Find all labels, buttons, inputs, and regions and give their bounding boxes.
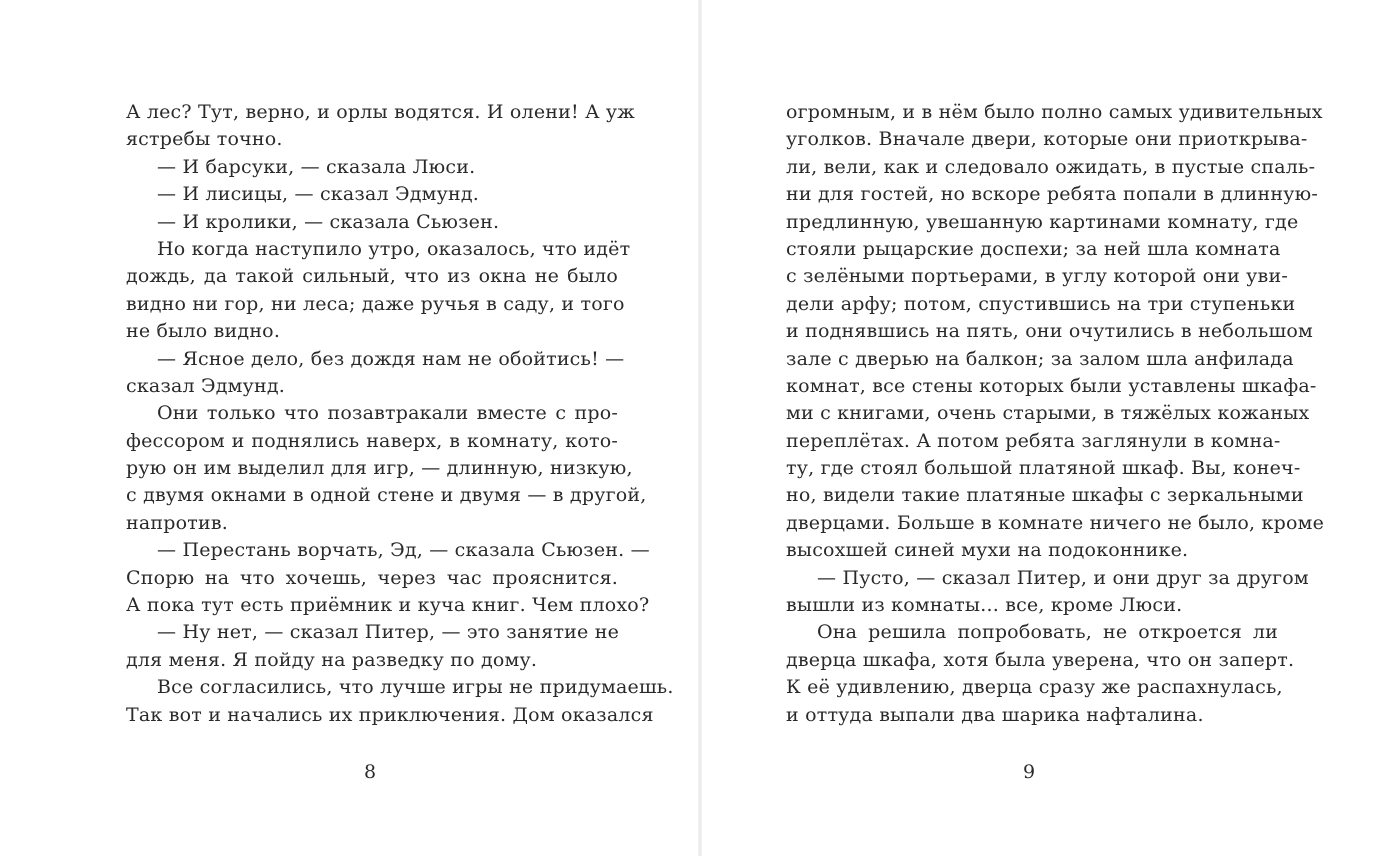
text-line: огромным, и в нём было полно самых удивительных (786, 101, 1323, 123)
text-line: К её удивлению, дверца сразу же распахнулась, (786, 676, 1283, 699)
text-line: — Ну нет, — сказал Питер, — это занятие не (157, 621, 620, 644)
text-line: дверца шкафа, хотя была уверена, что он заперт. (786, 648, 1295, 671)
text-line: напротив. (126, 511, 228, 534)
text-line: высохшей синей мухи на подоконнике. (786, 539, 1189, 562)
text-line: А пока тут есть приёмник и куча книг. Чем плохо? (126, 594, 650, 617)
text-line: — Пусто, — сказал Питер, и они друг за другом (817, 566, 1309, 589)
text-line: рую он им выделил для игр, — длинную, низкую, (126, 457, 633, 480)
text-line: вышли из комнаты... все, кроме Люси. (786, 594, 1183, 617)
text-line: ми с книгами, очень старыми, в тяжёлых кожаных (786, 402, 1310, 425)
text-line: ту, где стоял большой платяной шкаф. Вы, конеч- (786, 457, 1301, 480)
text-line: комнат, все стены которых были уставлены шкафа- (786, 374, 1317, 397)
text-line: ли, вели, как и следовало ожидать, в пустые спаль- (786, 155, 1316, 178)
text-line: уголков. Вначале двери, которые они приоткрыва- (786, 128, 1308, 151)
text-line: — И барсуки, — сказала Люси. (157, 155, 476, 178)
text-line: видно ни гор, ни леса; даже ручья в саду, и того (126, 292, 625, 315)
right-page-text (786, 99, 1325, 729)
text-line: дождь, да такой сильный, что из окна не было (126, 265, 618, 288)
text-line: Но когда наступило утро, оказалось, что идёт (157, 237, 631, 260)
text-line: фессором и поднялись наверх, в комнату, кото- (126, 429, 618, 452)
left-page-text (126, 99, 674, 729)
text-line: Спорю на что хочешь, через час прояснится. (126, 566, 618, 589)
left-page (0, 0, 698, 856)
text-line: — Ясное дело, без дождя нам не обойтись! — (157, 347, 625, 370)
text-line: Они только что позавтракали вместе с про- (157, 402, 618, 425)
text-line: ни для гостей, но вскоре ребята попали в длинную- (786, 183, 1318, 206)
text-line: для меня. Я пойду на разведку по дому. (126, 648, 538, 671)
text-line: — И кролики, — сказала Сьюзен. (157, 210, 500, 233)
text-line: не было видно. (126, 320, 281, 343)
text-line: Она решила попробовать, не откроется ли (817, 621, 1278, 644)
text-line: — Перестань ворчать, Эд, — сказала Сьюзен. — (157, 539, 650, 562)
left-page-number: 8 (363, 761, 377, 783)
text-line: зале с дверью на балкон; за залом шла анфилада (786, 347, 1294, 370)
text-line: с зелёными портьерами, в углу которой они уви- (786, 265, 1288, 288)
right-page (702, 0, 1399, 856)
text-line: и поднявшись на пять, они очутились в небольшом (786, 320, 1313, 343)
text-line: стояли рыцарские доспехи; за ней шла комната (786, 237, 1281, 260)
right-page-number: 9 (1022, 761, 1036, 783)
text-line: сказал Эдмунд. (126, 374, 286, 397)
text-line: А лес? Тут, верно, и орлы водятся. И олени! А уж (126, 101, 635, 123)
text-line: с двумя окнами в одной стене и двумя — в другой, (126, 484, 647, 507)
text-line: предлинную, увешанную картинами комнату, где (786, 210, 1299, 233)
text-line: дели арфу; потом, спустившись на три ступеньки (786, 292, 1296, 315)
text-line: дверцами. Больше в комнате ничего не было, кроме (786, 511, 1325, 534)
text-line: Все согласились, что лучше игры не придумаешь. (157, 676, 674, 699)
text-line: переплётах. А потом ребята заглянули в комна- (786, 429, 1281, 452)
text-line: и оттуда выпали два шарика нафталина. (786, 703, 1204, 726)
text-line: но, видели такие платяные шкафы с зеркальными (786, 484, 1304, 507)
text-line: — И лисицы, — сказал Эдмунд. (157, 183, 479, 206)
text-line: Так вот и начались их приключения. Дом оказался (126, 703, 654, 726)
text-line: ястребы точно. (126, 128, 283, 151)
